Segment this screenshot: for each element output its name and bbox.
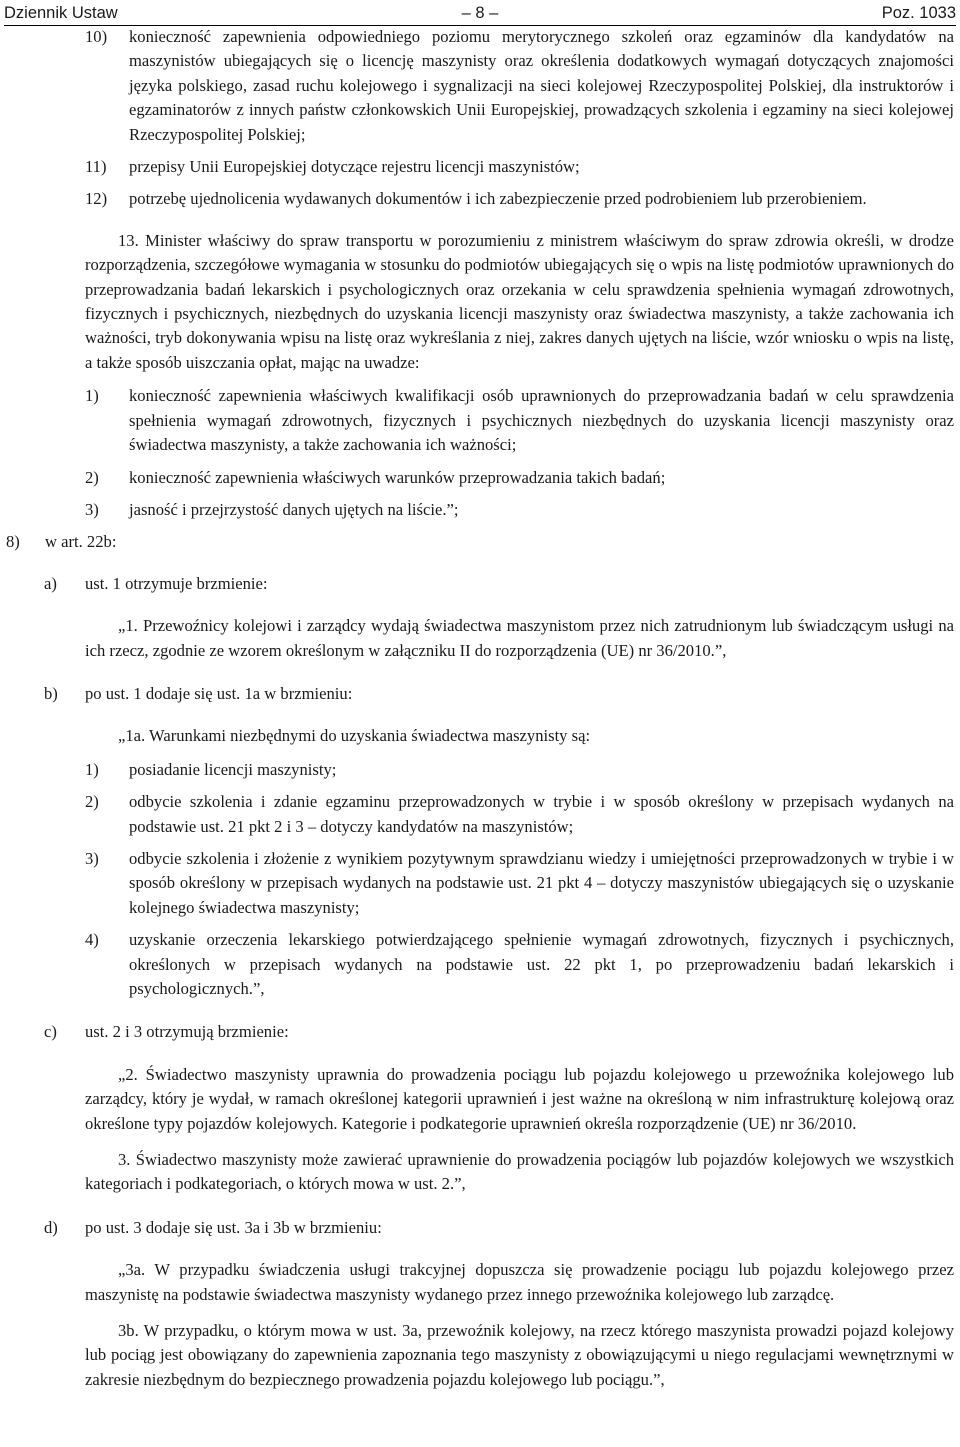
item-text: w art. 22b: [45,532,117,552]
list-text: przepisy Unii Europejskiej dotyczące rejestru licencji maszynistów; [129,157,580,177]
list-13-item-2 [0,466,960,490]
list-13-item-1 [0,384,960,457]
subitem-d [0,1216,960,1240]
list-item-12 [0,187,960,211]
list-item-10 [0,25,960,147]
subitem-letter: c) [44,1022,57,1042]
list-number: 2) [85,467,99,487]
list-1a-item-3 [0,847,960,920]
document-body [0,25,960,1392]
list-1a-item-1 [0,758,960,782]
list-text: konieczność zapewnienia odpowiedniego poziomu merytorycznego szkoleń oraz egzaminów dla kandydatów na maszynistów ubiegających się o licencję maszynisty oraz określenia dodatkowych wymagań dotyczących znajomości języka polskiego, zasad ruchu kolejowego i sygnalizacji na sieci kolejowej Rzeczypospolitej Polskiej, dla instruktorów i egzaminatorów z innych państw członkowskich Unii Europejskiej, prowadzących szkolenia i egzaminy na sieci kolejowej Rzeczypospolitej Polskiej; [129,27,954,144]
list-text: konieczność zapewnienia właściwych warunków przeprowadzania takich badań; [129,467,666,487]
subitem-b [0,682,960,706]
list-text: potrzebę ujednolicenia wydawanych dokumentów i ich zabezpieczenie przed podrobieniem lub przerobieniem. [129,189,867,209]
subitem-text: po ust. 3 dodaje się ust. 3a i 3b w brzmieniu: [85,1217,382,1237]
subitem-text: po ust. 1 dodaje się ust. 1a w brzmieniu: [85,683,353,703]
list-1a-item-2 [0,790,960,839]
list-text: posiadanie licencji maszynisty; [129,759,337,779]
subitem-c [0,1020,960,1044]
list-number: 10) [85,27,108,46]
position-number: Poz. 1033 [881,4,956,22]
subitem-letter: b) [44,683,58,703]
page-number: – 8 – [461,4,499,22]
quote-ust-1a: „1a. Warunkami niezbędnymi do uzyskania świadectwa maszynisty są: [118,726,591,746]
list-number: 2) [85,792,99,812]
subitem-letter: d) [44,1217,58,1237]
list-number: 11) [85,157,107,177]
journal-title: Dziennik Ustaw [4,4,118,22]
list-1a-item-4 [0,928,960,1001]
list-number: 3) [85,848,99,868]
list-text: jasność i przejrzystość danych ujętych na liście.”; [129,499,459,519]
list-13-item-3 [0,498,960,522]
quote-ust-3: 3. Świadectwo maszynisty może zawierać uprawnienie do prowadzenia pociągów lub pojazdów kolejowych we wszystkich kategoriach i podkategoriach, o których mowa w ust. 2.”, [85,1150,954,1194]
list-number: 3) [85,499,99,519]
list-number: 1) [85,386,99,406]
list-number: 1) [85,759,99,779]
subitem-text: ust. 1 otrzymuje brzmienie: [85,573,268,593]
page-header [4,3,956,26]
list-text: odbycie szkolenia i zdanie egzaminu przeprowadzonych w trybie i w sposób określony w przepisach wydanych na podstawie ust. 21 pkt 2 i 3 – dotyczy kandydatów na maszynistów; [129,792,954,836]
list-number: 4) [85,930,99,950]
list-text: odbycie szkolenia i złożenie z wynikiem pozytywnym sprawdzianu wiedzy i umiejętności przeprowadzonych w trybie i w sposób określony w przepisach wydanych na podstawie ust. 21 pkt 4 – dotyczy maszynistów ubiegających się o uzyskanie kolejnego świadectwa maszynisty; [129,848,954,917]
quote-ust-3a: „3a. W przypadku świadczenia usługi trakcyjnej dopuszcza się prowadzenie pociągu lub pojazdu kolejowego przez maszynistę na podstawie świadectwa maszynisty wydanego przez innego przewoźnika kolejowego lub zarządcę. [85,1260,954,1304]
subitem-a [0,572,960,596]
item-8 [0,530,960,554]
subitem-letter: a) [44,573,57,593]
quote-ust-1: „1. Przewoźnicy kolejowi i zarządcy wydają świadectwa maszynistom przez nich zatrudnionym lub świadczącym usługi na ich rzecz, zgodnie ze wzorem określonym w załączniku II do rozporządzenia (UE) nr 36/2010.”, [85,616,954,660]
item-number: 8) [6,532,20,552]
list-item-11 [0,155,960,179]
quote-ust-2: „2. Świadectwo maszynisty uprawnia do prowadzenia pociągu lub pojazdu kolejowego u przewoźnika kolejowego lub zarządcy, który je wydał, w ramach określonej kategorii uprawnień i jest ważne na określoną w nim infrastrukturę kolejową oraz określone typy pojazdów kolejowych. Kategorie i podkategorie uprawnień określa rozporządzenie (UE) nr 36/2010. [85,1064,954,1133]
paragraph-13: 13. Minister właściwy do spraw transportu w porozumieniu z ministrem właściwym do spraw zdrowia określi, w drodze rozporządzenia, szczegółowe wymagania w stosunku do podmiotów ubiegających się o wpis na listę podmiotów uprawnionych do przeprowadzania badań lekarskich i psychologicznych oraz orzekania w celu sprawdzenia spełnienia wymagań zdrowotnych, fizycznych i psychicznych, niezbędnych do uzyskania licencji maszynisty oraz świadectwa maszynisty, a także zachowania ich ważności, tryb dokonywania wpisu na listę oraz wykreślania z niej, zakres danych ujętych na liście, wzór wniosku o wpis na listę, a także sposób uiszczania opłat, mając na uwadze: [85,230,954,372]
quote-ust-3b: 3b. W przypadku, o którym mowa w ust. 3a, przewoźnik kolejowy, na rzecz którego maszynista prowadzi pojazd kolejowy lub pociąg jest obowiązany do zapewnienia zapoznania tego maszynisty z obowiązującymi u niego regulacjami wewnętrznymi w zakresie niezbędnym do bezpiecznego prowadzenia pojazdu kolejowego lub pociągu.”, [85,1321,954,1389]
list-text: uzyskanie orzeczenia lekarskiego potwierdzającego spełnienie wymagań zdrowotnych, fizycznych i psychicznych, określonych w przepisach wydanych na podstawie ust. 22 pkt 1, po przeprowadzeniu badań lekarskich i psychologicznych.”, [129,930,954,998]
list-number: 12) [85,189,108,209]
subitem-text: ust. 2 i 3 otrzymują brzmienie: [85,1022,289,1042]
list-text: konieczność zapewnienia właściwych kwalifikacji osób uprawnionych do przeprowadzania badań w celu sprawdzenia spełnienia wymagań zdrowotnych, fizycznych i psychicznych niezbędnych do uzyskania licencji maszynisty oraz świadectwa maszynisty, a także zachowania ich ważności; [129,386,954,455]
